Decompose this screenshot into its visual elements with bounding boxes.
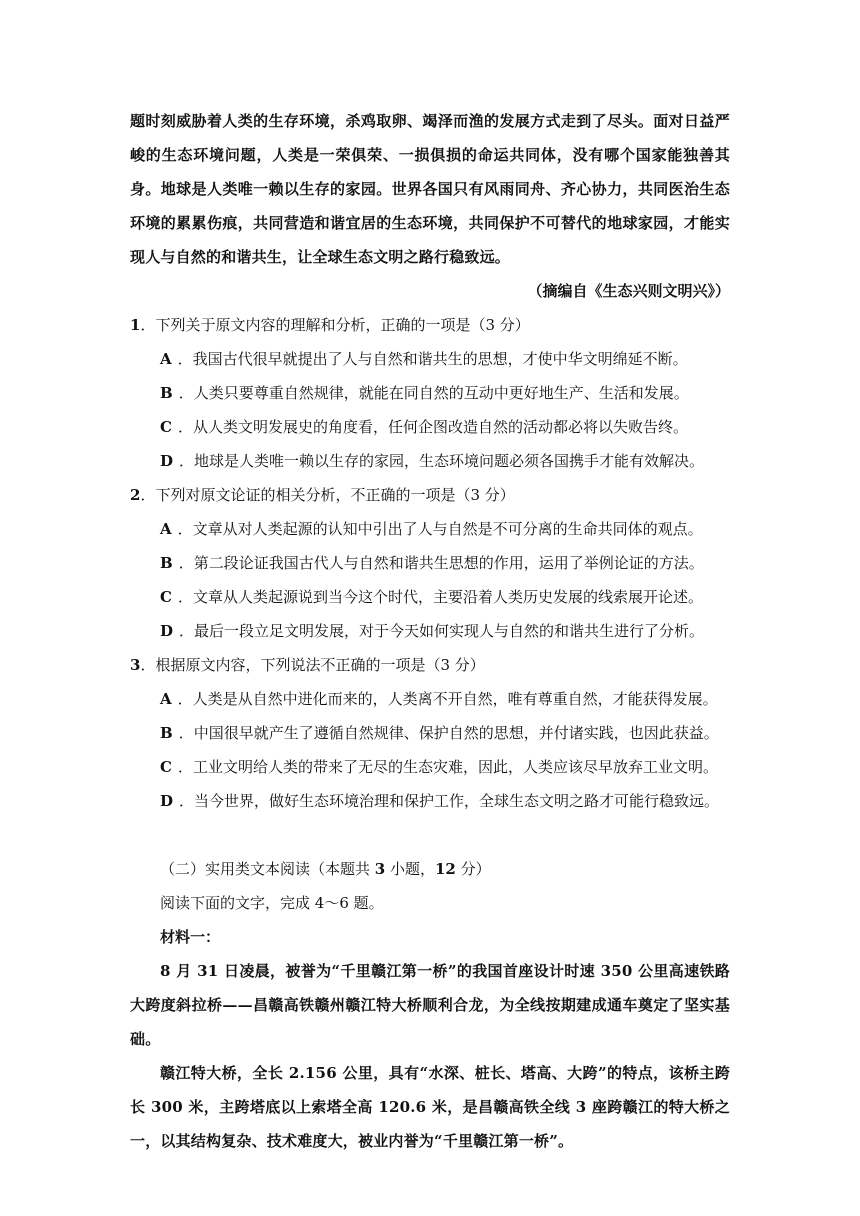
option-text: ．我国古代很早就提出了人与自然和谐共生的思想，才使中华文明绵延不断。: [177, 350, 688, 368]
option-c: [130, 750, 730, 784]
option-b: [130, 716, 730, 750]
passage-source: （摘编自《生态兴则文明兴》）: [527, 282, 730, 300]
option-a: [130, 512, 730, 546]
option-b: [130, 376, 730, 410]
option-letter: D: [160, 452, 174, 470]
option-text: ．中国很早就产生了遵循自然规律、保护自然的思想，并付诸实践，也因此获益。: [178, 724, 719, 742]
option-letter: B: [160, 724, 173, 742]
option-letter: B: [160, 384, 173, 402]
question-text: ．根据原文内容，下列说法不正确的一项是（3 分）: [140, 656, 485, 674]
question-3: [130, 648, 730, 818]
material-label: 材料一：: [160, 928, 221, 946]
option-a: [130, 342, 730, 376]
option-c: [130, 410, 730, 444]
passage-paragraph: 题时刻威胁着人类的生存环境，杀鸡取卵、竭泽而渔的发展方式走到了尽头。面对日益严峻的生态环境问题，人类是一荣俱荣、一损俱损的命运共同体，没有哪个国家能独善其身。地球是人类唯一赖以生存的家园。世界各国只有风雨同舟、齐心协力，共同医治生态环境的累累伤痕，共同营造和谐宜居的生态环境，共同保护不可替代的地球家园，才能实现人与自然的和谐共生，让全球生态文明之路行稳致远。: [130, 112, 730, 266]
question-text: ．下列关于原文内容的理解和分析，正确的一项是（3 分）: [140, 316, 530, 334]
question-1: [130, 308, 730, 478]
option-letter: C: [160, 588, 172, 606]
option-d: [130, 614, 730, 648]
option-letter: B: [160, 554, 173, 572]
material-paragraph: 赣江特大桥，全长 2.156 公里，具有“水深、桩长、塔高、大跨”的特点，该桥主跨长 300 米，主跨塔底以上索塔全高 120.6 米，是昌赣高铁全线 3 座跨赣江的特大桥之一，以其结构复杂、技术难度大，被业内誉为“千里赣江第一桥”。: [130, 1064, 730, 1150]
option-text: ．最后一段立足文明发展，对于今天如何实现人与自然的和谐共生进行了分析。: [179, 622, 705, 640]
section-title-suffix: 分）: [455, 860, 491, 878]
option-letter: D: [160, 622, 174, 640]
option-c: [130, 580, 730, 614]
section-instruction: 阅读下面的文字，完成 4～6 题。: [160, 894, 384, 912]
question-stem: [130, 308, 730, 342]
option-letter: C: [160, 758, 172, 776]
option-letter: A: [160, 520, 172, 538]
question-stem: [130, 648, 730, 682]
question-2: [130, 478, 730, 648]
option-d: [130, 784, 730, 818]
question-number: 2: [130, 486, 141, 504]
page-content: [130, 104, 730, 1158]
question-text: ．下列对原文论证的相关分析，不正确的一项是（3 分）: [140, 486, 515, 504]
section-score: 12: [435, 860, 456, 878]
option-letter: C: [160, 418, 172, 436]
option-letter: A: [160, 690, 172, 708]
section-title-mid: 小题，: [385, 860, 435, 878]
option-text: ．当今世界，做好生态环境治理和保护工作，全球生态文明之路才可能行稳致远。: [179, 792, 720, 810]
section-gap: [130, 818, 730, 852]
option-a: [130, 682, 730, 716]
option-text: ．人类是从自然中进化而来的，人类离不开自然，唯有尊重自然，才能获得发展。: [177, 690, 718, 708]
option-b: [130, 546, 730, 580]
option-text: ．工业文明给人类的带来了无尽的生态灾难，因此，人类应该尽早放弃工业文明。: [177, 758, 718, 776]
material-paragraph: 8 月 31 日凌晨，被誉为“千里赣江第一桥”的我国首座设计时速 350 公里高速铁路大跨度斜拉桥——昌赣高铁赣州赣江特大桥顺利合龙，为全线按期建成通车奠定了坚实基础。: [130, 962, 730, 1048]
section-question-count: 3: [374, 860, 386, 878]
option-text: ．地球是人类唯一赖以生存的家园，生态环境问题必须各国携手才能有效解决。: [179, 452, 705, 470]
option-text: ．从人类文明发展史的角度看，任何企图改造自然的活动都必将以失败告终。: [177, 418, 688, 436]
option-d: [130, 444, 730, 478]
option-text: ．文章从对人类起源的认知中引出了人与自然是不可分离的生命共同体的观点。: [177, 520, 703, 538]
section-title-prefix: （二）实用类文本阅读（本题共: [160, 860, 375, 878]
option-letter: D: [160, 792, 174, 810]
question-number: 1: [130, 316, 141, 334]
question-number: 3: [130, 656, 141, 674]
question-stem: [130, 478, 730, 512]
option-text: ．文章从人类起源说到当今这个时代，主要沿着人类历史发展的线索展开论述。: [177, 588, 703, 606]
option-text: ．人类只要尊重自然规律，就能在同自然的互动中更好地生产、生活和发展。: [178, 384, 689, 402]
option-text: ．第二段论证我国古代人与自然和谐共生思想的作用，运用了举例论证的方法。: [178, 554, 704, 572]
section-title: [130, 852, 730, 886]
option-letter: A: [160, 350, 172, 368]
